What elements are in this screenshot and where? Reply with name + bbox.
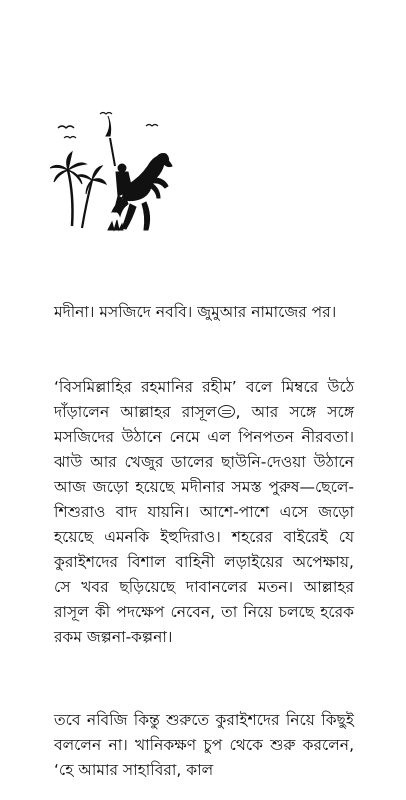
paragraph [54, 375, 354, 650]
bird-icon [58, 126, 74, 128]
paragraph-text: ‘বিসমিল্লাহির রহমানির রহীম’ বলে মিম্বরে উঠে দাঁড়ালেন আল্লাহর রাসূল [54, 378, 354, 421]
paragraph: তবে নবিজি কিন্তু শুরুতে কুরাইশদের নিয়ে কিছুই বললেন না। খানিকক্ষণ চুপ থেকে শুরু করলেন, ‘হে আমার সাহাবিরা, কাল [54, 711, 354, 779]
horse-rider-icon [106, 116, 172, 230]
paragraph-text: , আর সঙ্গে সঙ্গে মসজিদের উঠানে নেমে এল পিনপতন নীরবতা। ঝাউ আর খেজুর ডালের ছাউনি-দেওয়া উঠানে আজ জড়ো হয়েছে মদীনার সমস্ত পুরুষ—ছেলে-শিশুরাও বাদ যায়নি। আশে-পাশে এসে জড়ো হয়েছে এমনকি ইহুদিরাও। শহরের বাইরেই যে কুরাইশদের বিশাল বাহিনী লড়াইয়ের অপেক্ষায়, সে খবর ছড়িয়েছে দাবানলের মতন। আল্লাহর রাসূল কী পদক্ষেপ নেবেন, তা নিয়ে চলছে হরেক রকম জল্পনা-কল্পনা। [54, 403, 354, 646]
paragraph: মদীনা। মসজিদে নববি। জুমুআর নামাজের পর। [54, 303, 337, 321]
palm-tree-icon [76, 166, 106, 228]
salutation-seal-icon [218, 405, 235, 418]
bird-icon [100, 113, 112, 115]
palm-tree-icon [50, 152, 86, 226]
horseman-illustration [50, 108, 180, 248]
bird-icon [64, 137, 76, 139]
bird-icon [146, 125, 158, 127]
